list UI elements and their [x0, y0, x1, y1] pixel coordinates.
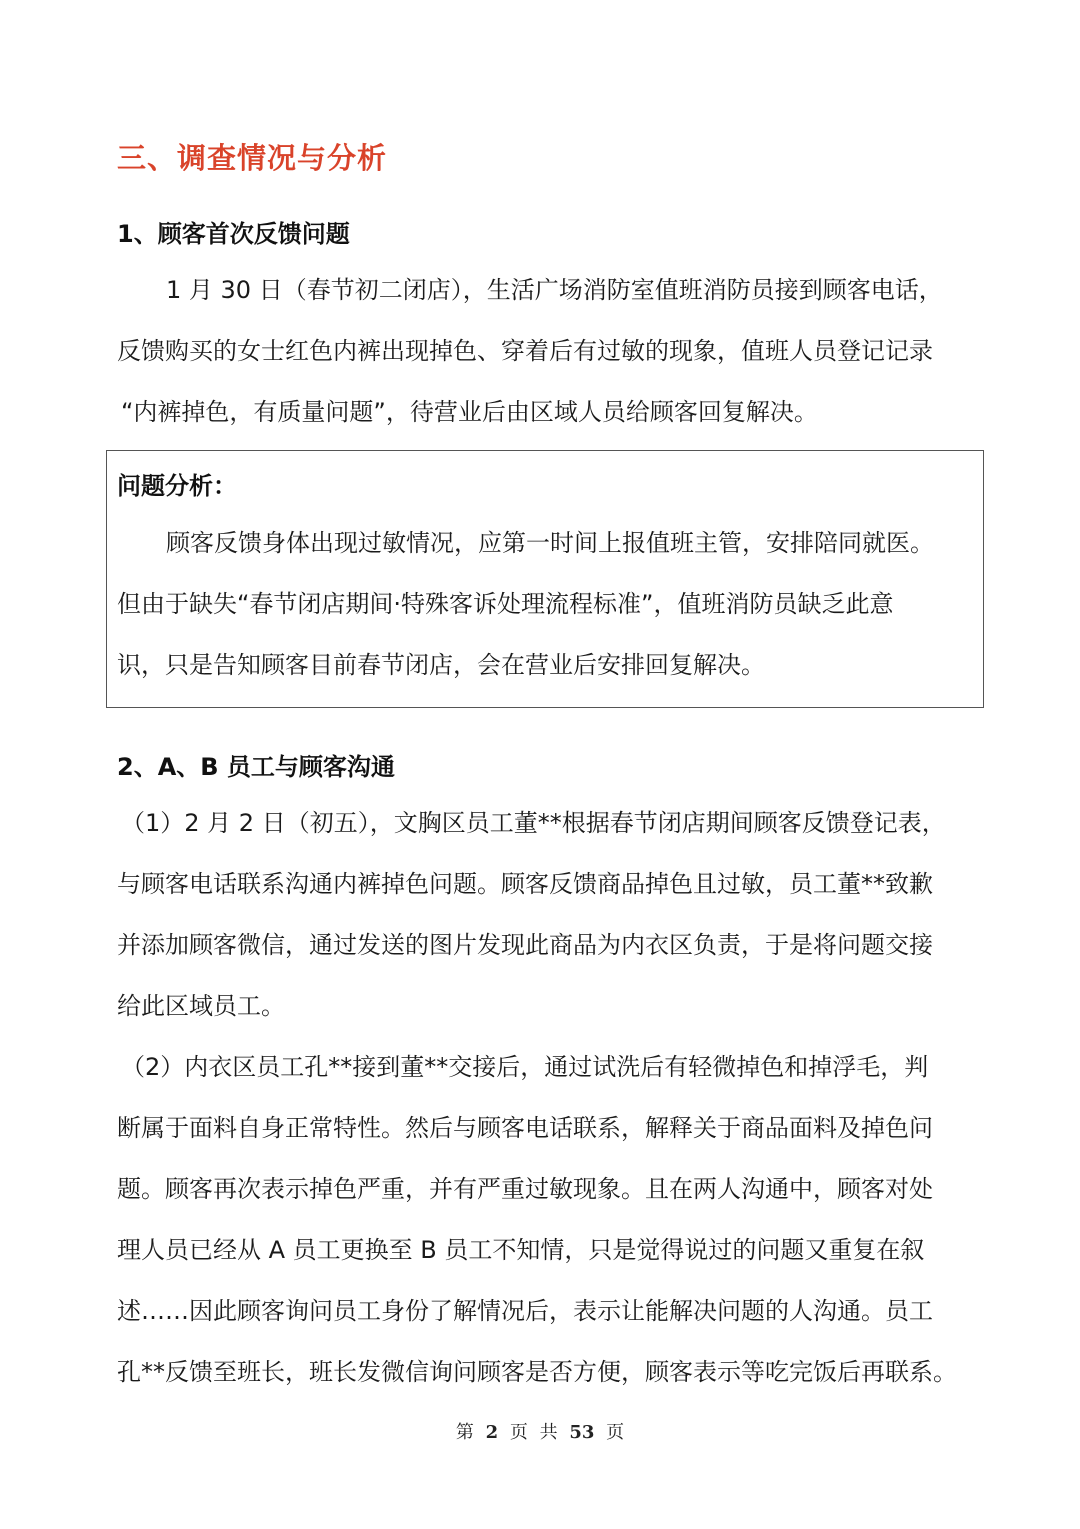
part2-line-6: 断属于面料自身正常特性。然后与顾客电话联系，解释关于商品面料及掉色问: [117, 1114, 933, 1142]
part2-line-3: 并添加顾客微信，通过发送的图片发现此商品为内衣区负责，于是将问题交接: [117, 931, 933, 959]
part2-line-8: 理人员已经从 A 员工更换至 B 员工不知情，只是觉得说过的问题又重复在叙: [117, 1236, 925, 1264]
footer-middle: 页 共: [509, 1422, 558, 1443]
footer-suffix: 页: [606, 1422, 625, 1443]
part1-line-1: 1 月 30 日（春节初二闭店），生活广场消防室值班消防员接到顾客电话，: [166, 276, 943, 304]
part1-line-3: “内裤掉色，有质量问题”，待营业后由区域人员给顾客回复解决。: [121, 398, 818, 426]
analysis-line-3: 识，只是告知顾客目前春节闭店，会在营业后安排回复解决。: [117, 651, 765, 679]
part2-line-5: （2）内衣区员工孔**接到董**交接后，通过试洗后有轻微掉色和掉浮毛，判: [121, 1053, 929, 1081]
part2-heading: 2、A、B 员工与顾客沟通: [117, 753, 395, 781]
footer-page-number: 2: [485, 1422, 499, 1443]
part2-line-2: 与顾客电话联系沟通内裤掉色问题。顾客反馈商品掉色且过敏，员工董**致歉: [117, 870, 933, 898]
analysis-line-1: 顾客反馈身体出现过敏情况，应第一时间上报值班主管，安排陪同就医。: [166, 529, 934, 557]
part2-line-10: 孔**反馈至班长，班长发微信询问顾客是否方便，顾客表示等吃完饭后再联系。: [117, 1358, 957, 1386]
section-title: 三、调查情况与分析: [117, 141, 388, 175]
part1-heading: 1、顾客首次反馈问题: [117, 220, 350, 248]
page-footer: [0, 1418, 1080, 1444]
footer-prefix: 第: [455, 1422, 474, 1443]
analysis-label: 问题分析：: [117, 472, 237, 500]
footer-total-pages: 53: [569, 1422, 595, 1443]
part2-line-9: 述……因此顾客询问员工身份了解情况后，表示让能解决问题的人沟通。员工: [117, 1297, 933, 1325]
part2-line-1: （1）2 月 2 日（初五），文胸区员工董**根据春节闭店期间顾客反馈登记表，: [121, 809, 946, 837]
part2-line-7: 题。顾客再次表示掉色严重，并有严重过敏现象。且在两人沟通中，顾客对处: [117, 1175, 933, 1203]
part2-line-4: 给此区域员工。: [117, 992, 285, 1020]
part1-line-2: 反馈购买的女士红色内裤出现掉色、穿着后有过敏的现象，值班人员登记记录: [117, 337, 933, 365]
analysis-line-2: 但由于缺失“春节闭店期间·特殊客诉处理流程标准”，值班消防员缺乏此意: [117, 590, 894, 618]
